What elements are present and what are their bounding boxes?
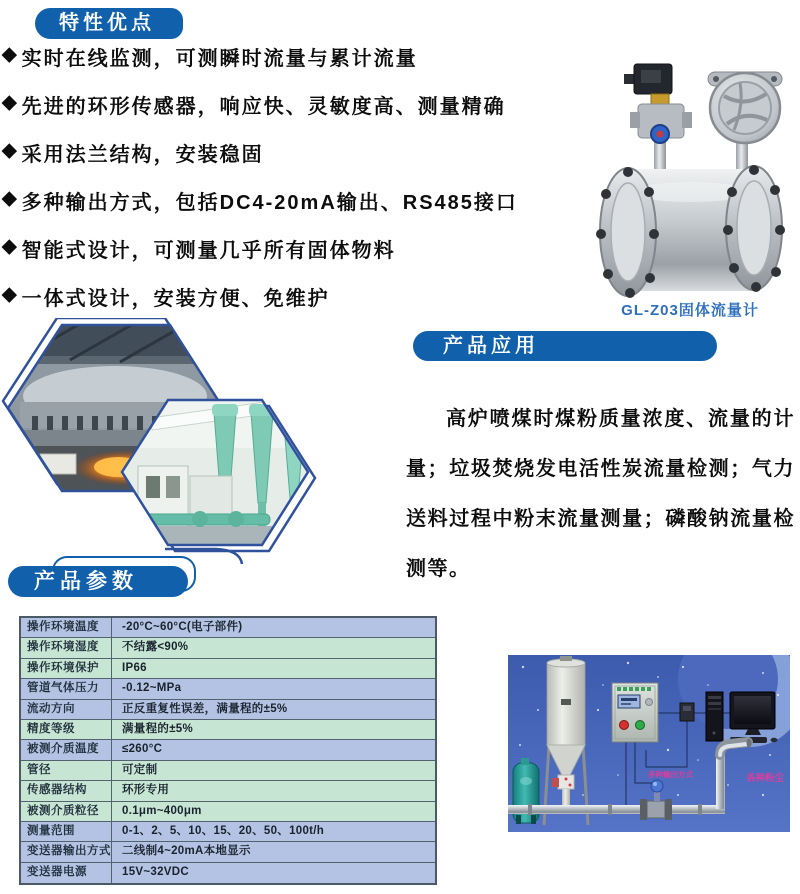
table-row (21, 618, 435, 638)
product-caption: GL-Z03固体流量计 (621, 302, 759, 319)
table-row (21, 781, 435, 801)
feature-item-text: 先进的环形传感器，响应快、灵敏度高、测量精确 (21, 96, 506, 118)
feature-item (2, 90, 594, 138)
diamond-bullet-icon: ◆ (2, 140, 19, 161)
table-row (21, 740, 435, 760)
parameter-value-cell: IP66 (122, 661, 147, 674)
table-row (21, 638, 435, 658)
parameter-name-cell: 流动方向 (21, 700, 112, 719)
converter-box-slot (683, 706, 691, 711)
parameter-value-cell: -20°C~60°C(电子部件) (122, 621, 243, 633)
feature-item-text: 采用法兰结构，安装稳固 (21, 144, 264, 166)
parameter-value-cell: ≤260°C (122, 743, 163, 756)
diamond-bullet-icon: ◆ (2, 284, 19, 305)
table-row (21, 700, 435, 720)
diagram-label-output: 多种输出方式 (648, 770, 693, 779)
diamond-bullet-icon: ◆ (2, 188, 19, 209)
parameter-name-cell: 操作环境温度 (21, 618, 112, 637)
parameters-table (19, 616, 437, 885)
parameter-name-cell: 测量范围 (21, 822, 112, 841)
system-diagram-image (508, 655, 790, 832)
parameter-value-cell: 满量程的±5% (122, 722, 194, 735)
parameter-value-cell: -0.12~MPa (122, 682, 182, 695)
parameters-header-label: 产品参数 (34, 570, 138, 593)
diamond-bullet-icon: ◆ (2, 44, 19, 65)
parameter-value-cell: 可定制 (122, 763, 158, 776)
parameter-name-cell: 变送器输出方式 (21, 842, 112, 861)
parameter-name-cell: 操作环境湿度 (21, 638, 112, 657)
diamond-bullet-icon: ◆ (2, 236, 19, 257)
parameter-name-cell: 操作环境保护 (21, 659, 112, 678)
parameter-name-cell: 被测介质温度 (21, 740, 112, 759)
feature-item-text: 多种输出方式，包括DC4-20mA输出、RS485接口 (21, 192, 518, 214)
product-photo-image (588, 42, 792, 298)
table-row (21, 863, 435, 883)
diagram-label-dust: 各种粉尘 (746, 773, 785, 784)
flow-meter-illustration (588, 42, 792, 298)
parameter-value-cell: 0-1、2、5、10、15、20、50、100t/h (122, 824, 325, 837)
control-cabinet (612, 683, 658, 742)
parameter-value-cell: 环形专用 (122, 784, 170, 797)
table-row (21, 679, 435, 699)
parameter-name-cell: 变送器电源 (21, 863, 112, 883)
converter-box (680, 703, 694, 721)
parameter-value-cell: 0.1μm~400μm (122, 804, 202, 817)
parameters-header (8, 566, 188, 597)
features-header (35, 8, 183, 39)
parameter-value-cell: 正反重复性误差，满量程的±5% (122, 702, 288, 715)
table-row (21, 720, 435, 740)
table-row (21, 659, 435, 679)
applications-header (413, 331, 717, 361)
air-tank (513, 758, 539, 824)
industrial-photos-collage (0, 318, 340, 568)
parameter-value-cell: 二线制4~20mA本地显示 (122, 845, 251, 858)
parameter-value-cell: 15V~32VDC (122, 865, 189, 878)
parameter-value-cell: 不结露<90% (122, 641, 189, 654)
table-row (21, 761, 435, 781)
parameter-name-cell: 传感器结构 (21, 781, 112, 800)
table-row (21, 842, 435, 862)
feature-list (2, 42, 594, 330)
solenoid-valve (624, 64, 692, 143)
feature-item (2, 42, 594, 90)
applications-text: 高炉喷煤时煤粉质量浓度、流量的计量；垃圾焚烧发电活性炭流量检测；气力送料过程中粉末流量测量；磷酸钠流量检测等。 (406, 408, 795, 580)
feature-item-text: 一体式设计，安装方便、免维护 (21, 288, 330, 310)
parameter-name-cell: 精度等级 (21, 720, 112, 739)
feature-item (2, 186, 594, 234)
applications-header-label: 产品应用 (443, 335, 539, 357)
pc-tower (706, 692, 723, 741)
feature-item-text: 智能式设计，可测量几乎所有固体物料 (21, 240, 396, 262)
feature-item (2, 138, 594, 186)
parameter-name-cell: 被测介质粒径 (21, 802, 112, 821)
diamond-bullet-icon: ◆ (2, 92, 19, 113)
features-header-label: 特性优点 (59, 12, 155, 34)
table-row (21, 822, 435, 842)
table-row (21, 802, 435, 822)
parameter-name-cell: 管道气体压力 (21, 679, 112, 698)
feature-item-text: 实时在线监测，可测瞬时流量与累计流量 (21, 48, 418, 70)
parameter-name-cell: 管径 (21, 761, 112, 780)
transmitter-head (708, 72, 782, 143)
feature-item (2, 234, 594, 282)
